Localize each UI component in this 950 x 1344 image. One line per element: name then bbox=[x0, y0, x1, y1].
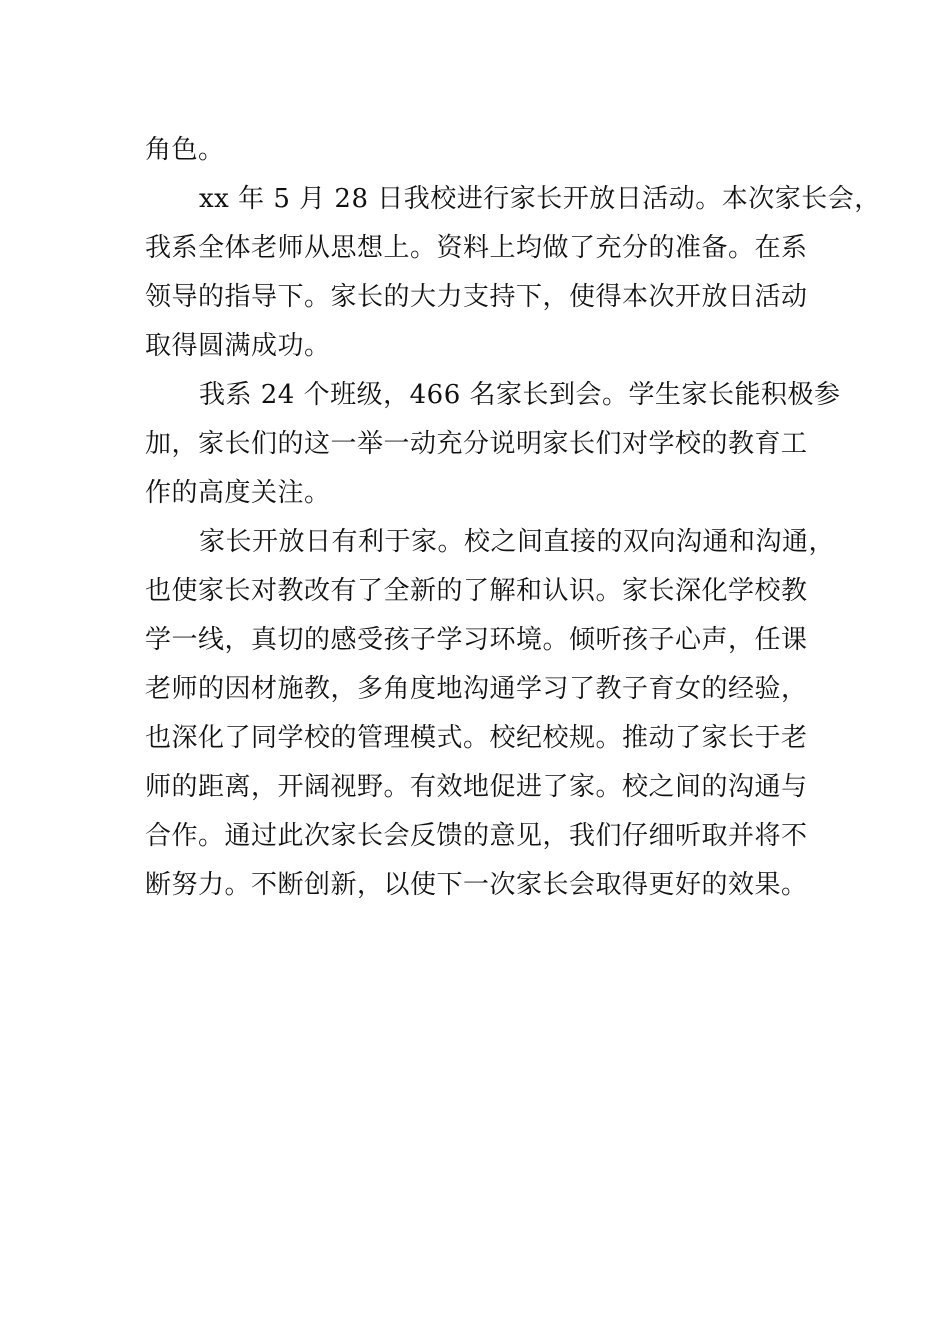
text-line: 角色。 bbox=[145, 135, 225, 165]
text-line: 我系全体老师从思想上。资料上均做了充分的准备。在系 bbox=[145, 233, 808, 263]
text-line: 加，家长们的这一举一动充分说明家长们对学校的教育工 bbox=[145, 429, 808, 459]
text-line: 也深化了同学校的管理模式。校纪校规。推动了家长于老 bbox=[145, 723, 808, 753]
text-line: 领导的指导下。家长的大力支持下，使得本次开放日活动 bbox=[145, 282, 808, 312]
document-body bbox=[145, 126, 881, 910]
text-line: 也使家长对教改有了全新的了解和认识。家长深化学校教 bbox=[145, 576, 808, 606]
text-line: 取得圆满成功。 bbox=[145, 331, 331, 361]
text-line: xx 年 5 月 28 日我校进行家长开放日活动。本次家长会， bbox=[199, 184, 881, 214]
text-line: 作的高度关注。 bbox=[145, 478, 331, 508]
text-line: 学一线，真切的感受孩子学习环境。倾听孩子心声，任课 bbox=[145, 625, 808, 655]
text-line: 师的距离，开阔视野。有效地促进了家。校之间的沟通与 bbox=[145, 772, 808, 802]
text-line: 家长开放日有利于家。校之间直接的双向沟通和沟通， bbox=[199, 527, 836, 557]
text-line: 我系 24 个班级，466 名家长到会。学生家长能积极参 bbox=[199, 380, 841, 410]
text-line: 老师的因材施教，多角度地沟通学习了教子育女的经验， bbox=[145, 674, 808, 704]
text-line: 断努力。不断创新，以使下一次家长会取得更好的效果。 bbox=[145, 870, 808, 900]
text-line: 合作。通过此次家长会反馈的意见，我们仔细听取并将不 bbox=[145, 821, 808, 851]
